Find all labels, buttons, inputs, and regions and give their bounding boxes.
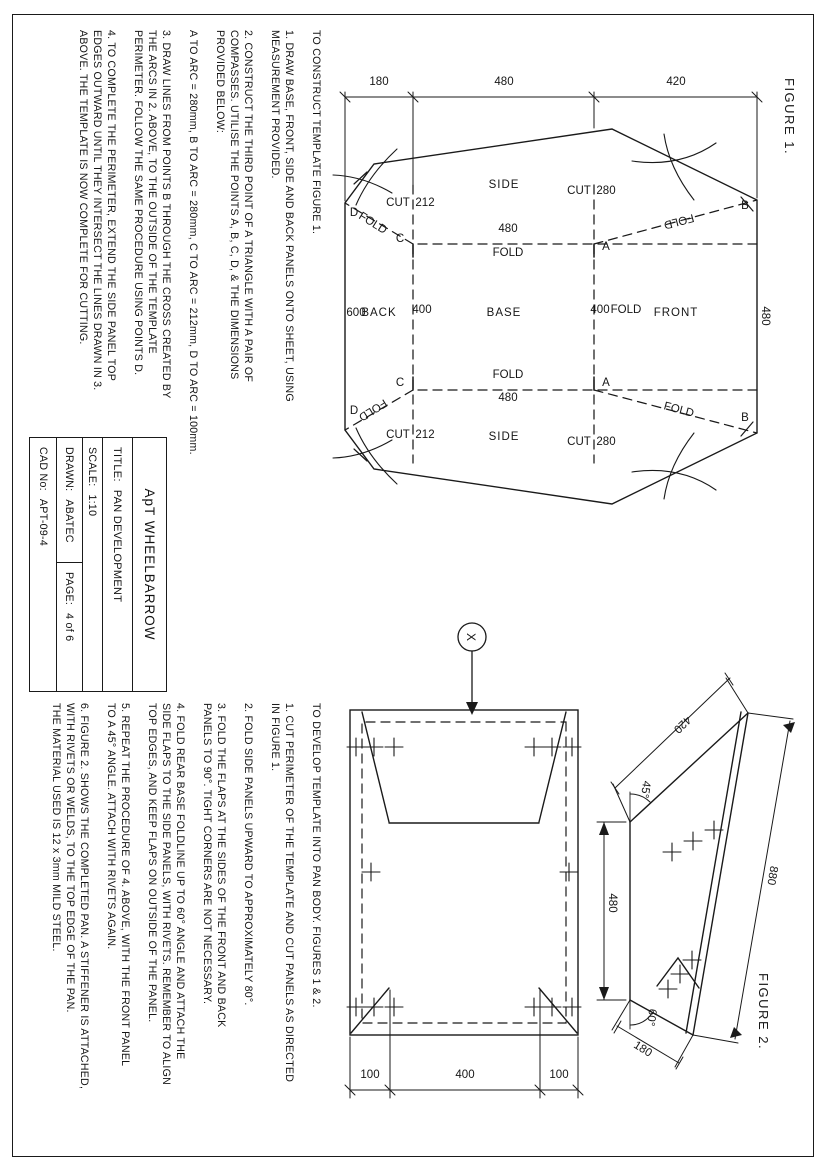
note-line: WITH RIVETS OR WELDS, TO THE TOP EDGE OF THE PAN. <box>64 703 76 1013</box>
dim-side-fold-right: 480 <box>498 392 518 404</box>
figure1-labels <box>346 76 797 448</box>
fold-label-side-left: FOLD <box>492 247 524 259</box>
viewpoint-x-label: X <box>464 632 478 642</box>
panel-side-right-label: SIDE <box>488 431 520 443</box>
dim-100-bottom: 100 <box>360 1069 380 1081</box>
note-line: THE ARCS IN 2. ABOVE, TO THE OUTSIDE OF THE TEMPLATE <box>146 30 158 354</box>
note-line: COMPASSES. UTILISE THE POINTS A, B, C, D, & THE DIMENSIONS <box>228 30 240 380</box>
scale-value: 1:10 <box>86 494 99 517</box>
point-b-left: B <box>741 200 749 212</box>
note-line: IN FIGURE 1. <box>269 703 281 772</box>
title-block-scale-row <box>82 438 102 691</box>
dim-front-fold-400: 400 <box>590 304 610 316</box>
fold-label-front: FOLD <box>610 304 642 316</box>
note-line: TOP EDGES, AND KEEP FLAPS ON OUTSIDE OF THE PANEL. <box>146 703 158 1023</box>
figure2-rivet-marks-plan <box>347 738 581 1016</box>
dim-400-rear: 400 <box>455 1069 475 1081</box>
note-line: 4. TO COMPLETE THE PERIMETER, EXTEND THE SIDE PANEL TOP <box>105 30 117 382</box>
title-block-title-row <box>102 438 132 691</box>
note-line: 3. DRAW LINES FROM POINTS B THROUGH THE CROSS CREATED BY <box>160 30 172 399</box>
note-line: MEASUREMENT PROVIDED. <box>269 30 281 179</box>
dim-420-front: 420 <box>671 713 694 736</box>
drawn-value: ABATEC <box>63 499 76 543</box>
dim-cut-280-left: 280 <box>596 185 616 197</box>
note-line: ABOVE. THE TEMPLATE IS NOW COMPLETE FOR CUTTING. <box>77 30 89 345</box>
point-a-left: A <box>602 241 610 253</box>
cut-label-front-left: CUT <box>567 185 591 197</box>
dim-480-left: 480 <box>494 76 514 88</box>
fold-label-diag-bl: FOLD <box>356 210 389 237</box>
note-line: EDGES OUTWARD UNTIL THEY INTERSECT THE LINES DRAWN IN 3. <box>91 30 103 391</box>
dim-cut-212-right: 212 <box>415 429 435 441</box>
dim-cut-212-left: 212 <box>415 197 435 209</box>
dim-side-fold-left: 480 <box>498 223 518 235</box>
cut-label-front-right: CUT <box>567 436 591 448</box>
title-block <box>29 437 167 692</box>
panel-back-label: BACK <box>361 307 397 319</box>
note-line: 1. CUT PERIMETER OF THE TEMPLATE AND CUT PANELS AS DIRECTED <box>283 703 295 1083</box>
note-line: PERIMETER. FOLLOW THE SAME PROCEDURE USING POINTS D. <box>132 30 144 376</box>
dim-880-rim: 880 <box>764 865 780 887</box>
note-line: 5. REPEAT THE PROCEDURE OF 4. ABOVE, WITH THE FRONT PANEL <box>119 703 131 1067</box>
figure2-plan-dimension <box>345 990 583 1098</box>
angle-60-label: 60° <box>643 1007 659 1027</box>
note-line: 6. FIGURE 2. SHOWS THE COMPLETED PAN. A STIFFENER IS ATTACHED, <box>78 703 90 1090</box>
page-label: PAGE: <box>63 572 76 606</box>
panel-side-left-label: SIDE <box>488 179 520 191</box>
dim-180: 180 <box>369 76 389 88</box>
point-c-left: C <box>395 233 405 245</box>
page-value: 4 of 6 <box>63 613 76 642</box>
title-block-drawn-row <box>56 438 82 691</box>
point-c-right: C <box>395 377 405 389</box>
fold-label-side-right: FOLD <box>492 369 524 381</box>
fold-label-diag-tr: FOLD <box>662 400 696 420</box>
panel-base-label: BASE <box>486 307 522 319</box>
cut-label-back-left: CUT <box>386 197 410 209</box>
point-d-right: D <box>349 405 359 417</box>
figure1-caption: FIGURE 1. <box>782 78 797 156</box>
angle-45-label: 45° <box>637 779 653 799</box>
figure1-fold-lines <box>345 185 757 463</box>
dim-100-top: 100 <box>549 1069 569 1081</box>
scale-label: SCALE: <box>86 447 99 487</box>
dim-cut-280-right: 280 <box>596 436 616 448</box>
note-line: THE MATERIAL USED IS 12 x 3mm MILD STEEL. <box>50 703 62 952</box>
note-line: 2. CONSTRUCT THE THIRD POINT OF A TRIANGLE WITH A PAIR OF <box>242 30 254 383</box>
figure1-dimension-chain <box>340 92 762 201</box>
cad-no-label: CAD No: <box>37 447 49 491</box>
note-line: 2. FOLD SIDE PANELS UPWARD TO APPROXIMATELY 80°. <box>242 703 254 1006</box>
title-block-company <box>132 438 166 691</box>
title-block-cad-row <box>30 438 56 691</box>
drawn-cell <box>57 438 82 563</box>
note-line: SIDE FLAPS TO THE SIDE PANELS, WITH RIVETS. REMEMBER TO ALIGN <box>160 703 172 1086</box>
figure1-instructions-title: TO CONSTRUCT TEMPLATE FIGURE 1. <box>310 30 322 235</box>
note-line: 4. FOLD REAR BASE FOLDLINE UP TO 60° ANGLE AND ATTACH THE <box>174 703 186 1060</box>
point-a-right: A <box>602 377 610 389</box>
title-value: PAN DEVELOPMENT <box>111 489 124 603</box>
page-cell <box>57 563 82 691</box>
figure2-caption: FIGURE 2. <box>756 973 771 1051</box>
dim-600-bottom: 600 <box>346 307 366 319</box>
note-line: PROVIDED BELOW: <box>214 30 226 134</box>
fold-label-diag-br: FOLD <box>356 396 389 423</box>
drawn-label: DRAWN: <box>63 447 76 492</box>
note-line: 3. FOLD THE FLAPS AT THE SIDES OF THE FRONT AND BACK <box>215 703 227 1028</box>
dim-480-base: 480 <box>606 893 618 913</box>
panel-front-label: FRONT <box>653 307 699 319</box>
figure2-profile-view <box>630 712 748 1035</box>
cut-label-back-right: CUT <box>386 429 410 441</box>
note-line: A TO ARC = 280mm, B TO ARC = 280mm, C TO ARC = 212mm, D TO ARC = 100mm. <box>187 30 199 455</box>
dim-480-top: 480 <box>759 306 771 326</box>
note-line: TO A 45° ANGLE. ATTACH WITH RIVETS AGAIN. <box>105 703 117 950</box>
cad-no-value: APT-09-4 <box>37 498 49 547</box>
point-d-left: D <box>349 207 359 219</box>
figure2-instructions-title: TO DEVELOP TEMPLATE INTO PAN BODY. FIGURES 1 & 2. <box>310 703 322 1008</box>
note-line: PANELS TO 90°. TIGHT CORNERS ARE NOT NECESSARY. <box>201 703 213 1005</box>
fold-label-diag-tl: FOLD <box>662 211 696 231</box>
dim-back-fold-400: 400 <box>412 304 432 316</box>
dim-420: 420 <box>666 76 686 88</box>
figure2-plan-view <box>350 710 578 1035</box>
title-label: TITLE: <box>111 447 124 482</box>
figure2-instructions <box>49 703 323 1089</box>
point-b-right: B <box>741 412 749 424</box>
company-name: ApT WHEELBARROW <box>142 488 157 641</box>
figure1-instructions <box>76 30 323 455</box>
dim-180-rear: 180 <box>631 1039 654 1060</box>
note-line: 1. DRAW BASE, FRONT, SIDE AND BACK PANELS ONTO SHEET, USING <box>283 30 295 402</box>
